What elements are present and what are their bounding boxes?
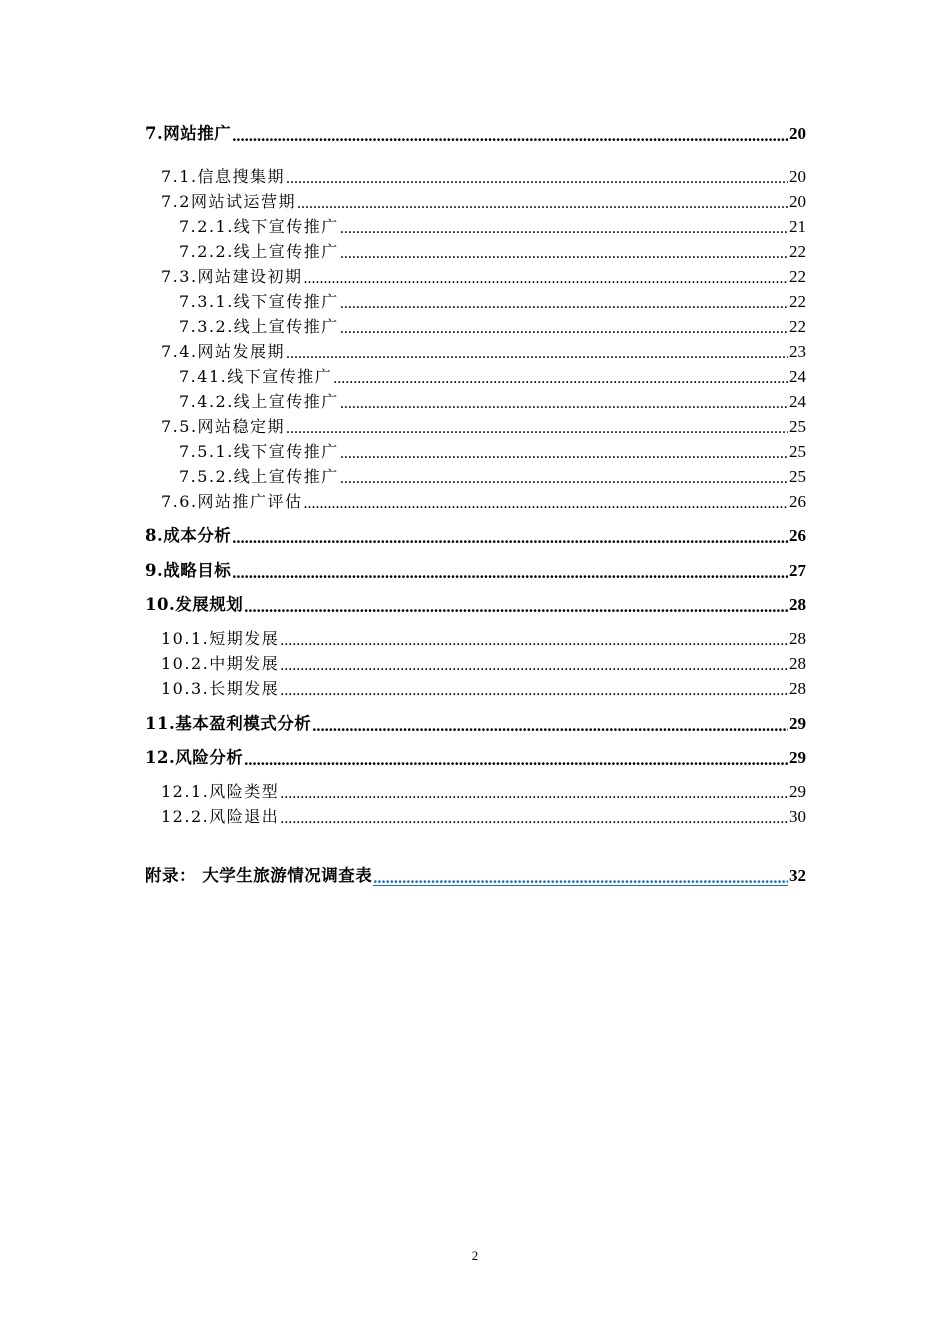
toc-entry[interactable] xyxy=(145,163,806,187)
toc-entry-label: 7.网站推广 xyxy=(145,124,232,143)
toc-entry-label: 7.41.线下宣传推广 xyxy=(179,367,333,386)
toc-entry[interactable] xyxy=(145,238,806,262)
toc-entry-page: 28 xyxy=(789,629,806,648)
toc-entry-page: 22 xyxy=(789,317,806,336)
toc-leader-dots xyxy=(340,471,788,487)
toc-leader-dots xyxy=(232,128,788,144)
toc-leader-dots xyxy=(286,346,788,362)
toc-leader-dots xyxy=(280,786,788,802)
toc-leader-dots xyxy=(280,658,788,674)
toc-entry-page: 24 xyxy=(789,367,806,386)
toc-entry-page: 32 xyxy=(789,866,806,885)
toc-entry-label: 7.5.2.线上宣传推广 xyxy=(179,467,339,486)
toc-entry-page: 25 xyxy=(789,442,806,461)
toc-entry-page: 20 xyxy=(789,124,806,143)
toc-leader-dots xyxy=(304,496,788,512)
toc-entry-label: 10.2.中期发展 xyxy=(161,654,280,673)
toc-entry-label: 7.1.信息搜集期 xyxy=(161,167,286,186)
toc-entry-appendix[interactable] xyxy=(145,862,806,886)
toc-entry-label: 12.2.风险退出 xyxy=(161,807,280,826)
toc-entry-label: 10.3.长期发展 xyxy=(161,679,280,698)
toc-entry-page: 25 xyxy=(789,467,806,486)
toc-entry-page: 27 xyxy=(789,561,806,580)
toc-leader-dots xyxy=(304,271,788,287)
toc-entry[interactable] xyxy=(145,675,806,699)
toc-entry-label: 7.3.1.线下宣传推广 xyxy=(179,292,339,311)
toc-entry-label: 7.2.2.线上宣传推广 xyxy=(179,242,339,261)
toc-leader-dots xyxy=(373,870,788,886)
toc-entry[interactable] xyxy=(145,288,806,312)
toc-entry[interactable] xyxy=(145,650,806,674)
toc-leader-dots xyxy=(286,421,788,437)
toc-entry[interactable] xyxy=(145,625,806,649)
toc-entry[interactable] xyxy=(145,557,806,581)
toc-entry-label: 7.4.网站发展期 xyxy=(161,342,286,361)
toc-leader-dots xyxy=(340,446,788,462)
toc-leader-dots xyxy=(280,811,788,827)
toc-entry-page: 20 xyxy=(789,167,806,186)
toc-entry[interactable] xyxy=(145,803,806,827)
toc-leader-dots xyxy=(280,683,788,699)
toc-leader-dots xyxy=(244,599,788,615)
toc-entry[interactable] xyxy=(145,313,806,337)
toc-leader-dots xyxy=(340,321,788,337)
toc-entry-label: 附录： 大学生旅游情况调查表 xyxy=(145,866,373,885)
toc-entry[interactable] xyxy=(145,388,806,412)
toc-leader-dots xyxy=(340,246,788,262)
toc-entry-label: 7.6.网站推广评估 xyxy=(161,492,303,511)
toc-entry-label: 7.2.1.线下宣传推广 xyxy=(179,217,339,236)
toc-leader-dots xyxy=(340,396,788,412)
toc-entry[interactable] xyxy=(145,744,806,768)
toc-entry-label: 8.成本分析 xyxy=(145,526,232,545)
toc-entry-page: 29 xyxy=(789,714,806,733)
toc-entry[interactable] xyxy=(145,522,806,546)
toc-leader-dots xyxy=(232,565,788,581)
toc-entry-page: 22 xyxy=(789,292,806,311)
toc-entry-page: 25 xyxy=(789,417,806,436)
page-number: 2 xyxy=(471,1248,479,1263)
toc-leader-dots xyxy=(333,371,788,387)
toc-entry[interactable] xyxy=(145,438,806,462)
toc-leader-dots xyxy=(340,221,788,237)
toc-entry-page: 28 xyxy=(789,679,806,698)
toc-entry[interactable] xyxy=(145,188,806,212)
toc-entry-page: 30 xyxy=(789,807,806,826)
toc-entry-label: 10.1.短期发展 xyxy=(161,629,280,648)
toc-entry[interactable] xyxy=(145,363,806,387)
toc-entry[interactable] xyxy=(145,263,806,287)
toc-entry-page: 26 xyxy=(789,526,806,545)
toc-entry-label: 10.发展规划 xyxy=(145,595,244,614)
toc-entry[interactable] xyxy=(145,120,806,144)
toc-entry-page: 20 xyxy=(789,192,806,211)
toc-entry-label: 12.风险分析 xyxy=(145,748,244,767)
toc-leader-dots xyxy=(286,171,788,187)
toc-entry[interactable] xyxy=(145,413,806,437)
toc-entry-page: 22 xyxy=(789,267,806,286)
toc-entry-label: 7.5.网站稳定期 xyxy=(161,417,286,436)
toc-entry-page: 24 xyxy=(789,392,806,411)
toc-entry-page: 23 xyxy=(789,342,806,361)
toc-leader-dots xyxy=(280,633,788,649)
toc-entry-page: 22 xyxy=(789,242,806,261)
toc-leader-dots xyxy=(340,296,788,312)
toc-entry-page: 29 xyxy=(789,782,806,801)
toc-entry-page: 28 xyxy=(789,595,806,614)
toc-entry-page: 21 xyxy=(789,217,806,236)
toc-entry-label: 7.5.1.线下宣传推广 xyxy=(179,442,339,461)
toc-entry-label: 11.基本盈利模式分析 xyxy=(145,714,312,733)
toc-entry-label: 9.战略目标 xyxy=(145,561,232,580)
toc-leader-dots xyxy=(244,752,788,768)
toc-entry[interactable] xyxy=(145,710,806,734)
toc-entry[interactable] xyxy=(145,778,806,802)
toc-entry[interactable] xyxy=(145,338,806,362)
toc-entry-page: 29 xyxy=(789,748,806,767)
toc-entry-label: 7.3.网站建设初期 xyxy=(161,267,303,286)
toc-entry-page: 26 xyxy=(789,492,806,511)
toc-entry[interactable] xyxy=(145,488,806,512)
toc-entry-label: 7.3.2.线上宣传推广 xyxy=(179,317,339,336)
toc-leader-dots xyxy=(232,530,788,546)
toc-entry[interactable] xyxy=(145,591,806,615)
toc-entry-page: 28 xyxy=(789,654,806,673)
toc-entry-label: 12.1.风险类型 xyxy=(161,782,280,801)
toc-leader-dots xyxy=(312,718,788,734)
toc-entry[interactable] xyxy=(145,213,806,237)
toc-entry[interactable] xyxy=(145,463,806,487)
toc-entry-label: 7.4.2.线上宣传推广 xyxy=(179,392,339,411)
toc-entry-label: 7.2网站试运营期 xyxy=(161,192,296,211)
toc-leader-dots xyxy=(297,196,788,212)
